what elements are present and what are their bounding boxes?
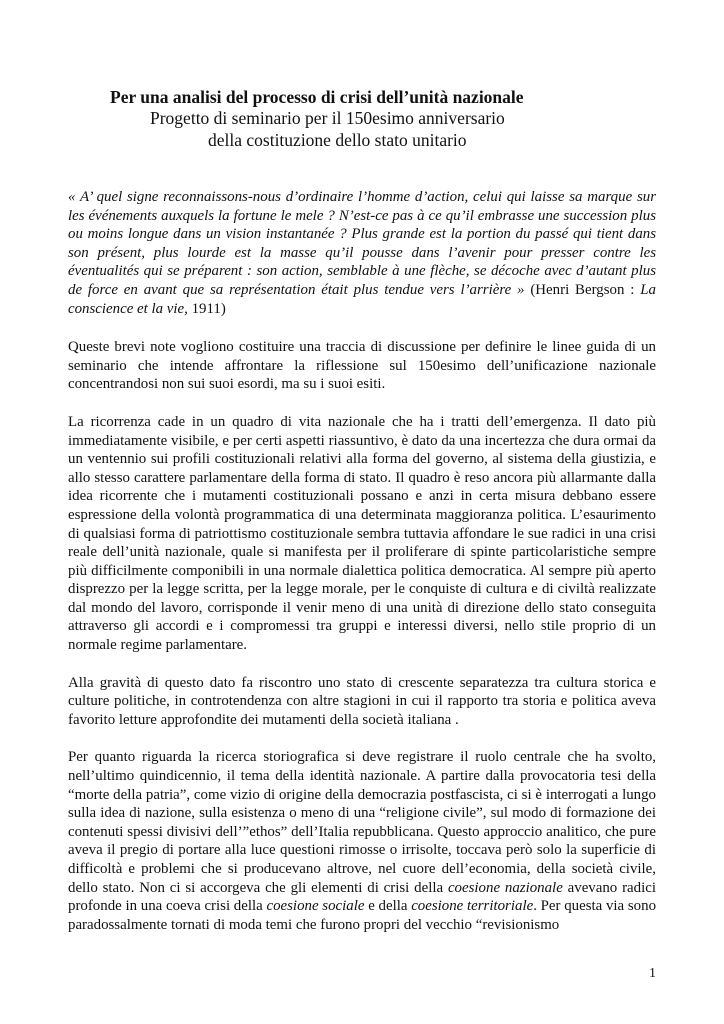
quote-attribution-year: 1911) (187, 300, 226, 317)
paragraph-4 (68, 748, 656, 934)
quote-text: « A’ quel signe reconnaissons-nous d’ordinaire l’homme d’action, celui qui laisse sa marque sur les événements auxquels la fortune le mele ? N’est-ce pas à ce qu’il embrasse une succession plus ou moins longue dans un vision instantanée ? Plus grande est la portion du passé qui tient dans son présent, plus lourde est la masse qu’il pousse dans l’avenir pour presser contre les éventualités qui se préparent : son action, semblable à une flèche, se décoche avec d’autant plus de force en avant que sa représentation était plus tendue vers l’arrière » (68, 189, 656, 298)
epigraph-quote (68, 188, 656, 318)
document-body (68, 188, 656, 953)
quote-attribution-work: La conscience et la vie, (68, 281, 656, 317)
paragraph-4-text-4: . Per questa via sono paradossalmente tornati di moda temi che furono propri del vecchio “revisionismo (68, 898, 657, 933)
paragraph-2: La ricorrenza cade in un quadro di vita nazionale che ha i tratti dell’emergenza. Il dato più immediatamente visibile, e per certi aspetti riassuntivo, è dato da una incertezza che dura ormai da un ventennio sui profili costituzionali relativi alla forma del governo, al sistema della giustizia, e allo stesso carattere parlamentare della forma di stato. Il quadro è reso ancora più allarmante dalla idea ricorrente che i mutamenti costituzionali possano e anzi in certa misura debbano essere espressione della volontà programmatica di una determinata maggioranza politica. L’esaurimento di qualsiasi forma di patriottismo costituzionale sembra tuttavia affondare le sue radici in una crisi reale dell’unità nazionale, quale si manifesta per il proliferare di spinte particolaristiche sempre più difficilmente componibili in una normale dialettica politica democratica. Al sempre più aperto disprezzo per la legge scritta, per la legge morale, per le conquiste di cultura e di civiltà realizzate dal mondo del lavoro, corrisponde il venir meno di una unità di direzione dello stato conseguita attraverso gli accordi e i compromessi tra gruppi e interessi diversi, nello stile proprio di un normale regime parlamentare. (68, 413, 656, 654)
document-title: Per una analisi del processo di crisi dell’unità nazionale (110, 87, 524, 107)
document-subtitle-line-1: Progetto di seminario per il 150esimo anniversario (150, 108, 505, 128)
quote-attribution-prefix: (Henri Bergson : (524, 281, 641, 298)
paragraph-4-text-1: Per quanto riguarda la ricerca storiografica si deve registrare il ruolo centrale che ha svolto, nell’ultimo quindicennio, il tema della identità nazionale. A partire dalla provocatoria tesi della “morte della patria”, come vizio di origine della democrazia postfascista, ci si è interrogati a lungo sulla idea di nazione, sulla esistenza o meno di una “religione civile”, sul modo di formazione dei contenuti spessi divisivi dell’”ethos” dell’Italia repubblicana. Questo approccio analitico, che pure aveva il pregio di portare alla luce questioni rimosse o irrisolte, toccava però solo la superficie di difficoltà e problemi che si producevano altrove, nel cuore dell’economia, della società civile, dello stato. Non ci si accorgeva che gli elementi di crisi della (68, 749, 656, 896)
paragraph-1: Queste brevi note vogliono costituire una traccia di discussione per definire le linee guida di un seminario che intende affrontare la riflessione sul 150esimo dell’unificazione nazionale concentrandosi non sui suoi esordi, ma su i suoi esiti. (68, 339, 656, 393)
paragraph-3: Alla gravità di questo dato fa riscontro uno stato di crescente separatezza tra cultura storica e culture politiche, in controtendenza con altre stagioni in cui il rapporto tra storia e politica aveva favorito letture approfondite dei mutamenti della società italiana . (68, 674, 656, 728)
paragraph-4-emphasis-1: coesione nazionale (447, 879, 563, 896)
paragraph-4-text-3: e della (364, 898, 412, 915)
document-subtitle-line-2: della costituzione dello stato unitario (208, 130, 467, 150)
paragraph-4-emphasis-3: coesione territoriale (411, 898, 534, 915)
paragraph-4-emphasis-2: coesione sociale (266, 898, 365, 915)
page-number: 1 (649, 966, 656, 981)
paragraph-4-text-2: avevano radici profonde in una coeva crisi della (68, 879, 656, 915)
